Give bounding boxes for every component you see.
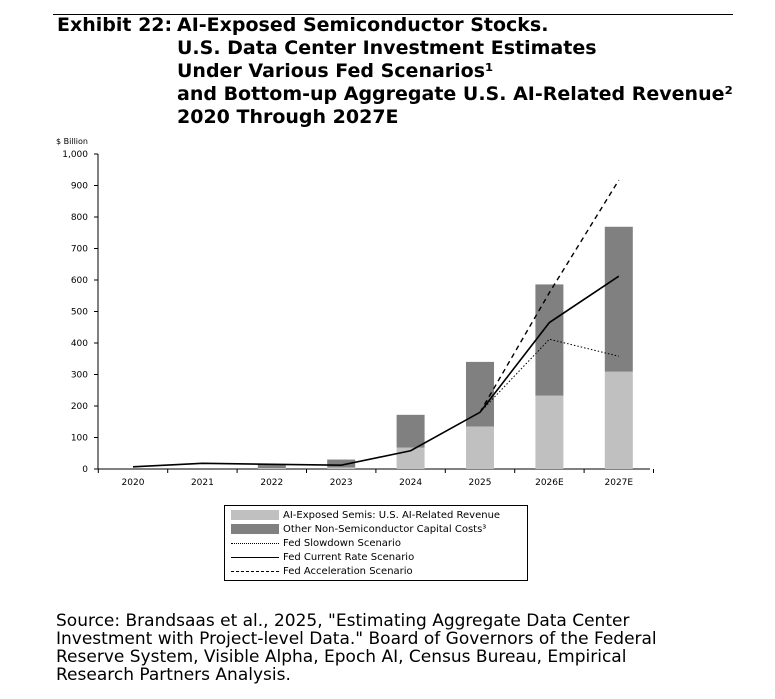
x-tick-label: 2025 [468, 478, 492, 488]
legend-label-ai-revenue: AI-Exposed Semis: U.S. AI-Related Revenue [283, 509, 501, 521]
legend-line-solid [231, 557, 279, 558]
y-tick-label: 700 [70, 244, 88, 255]
y-tick-label: 900 [70, 181, 88, 192]
x-tick-label: 2020 [121, 478, 145, 488]
source-note [56, 612, 756, 684]
y-tick-label: 0 [82, 465, 88, 475]
x-tick-label: 2024 [399, 478, 423, 488]
title-line-2: U.S. Data Center Investment Estimates [177, 37, 597, 59]
title-line-5: 2020 Through 2027E [177, 106, 399, 128]
bar-other-capex [397, 415, 425, 448]
y-axis-label: $ Billion [56, 137, 88, 146]
y-tick-label: 1,000 [62, 150, 88, 160]
legend-label-slowdown: Fed Slowdown Scenario [283, 537, 401, 549]
bar-ai-revenue [258, 468, 286, 469]
legend-swatch-dark [231, 524, 279, 534]
x-tick-label: 2023 [329, 478, 353, 488]
x-tick-label: 2021 [190, 478, 214, 488]
bar-ai-revenue [327, 467, 355, 469]
bar-other-capex [535, 284, 563, 395]
bar-other-capex [605, 227, 633, 372]
legend-label-other-capex: Other Non-Semiconductor Capital Costs³ [283, 523, 487, 535]
exhibit-label: Exhibit 22: [57, 14, 173, 36]
bar-ai-revenue [605, 372, 633, 469]
title-line-4: and Bottom-up Aggregate U.S. AI-Related Revenue² [177, 83, 733, 105]
y-tick-label: 800 [70, 213, 88, 223]
x-tick-label: 2027E [604, 478, 634, 488]
title-line-3: Under Various Fed Scenarios¹ [177, 60, 494, 82]
legend-item-ai-revenue [231, 508, 500, 522]
y-tick-label: 600 [70, 276, 88, 286]
y-tick-label: 400 [70, 339, 88, 349]
legend-item-slowdown [231, 536, 401, 550]
y-tick-label: 200 [70, 402, 88, 412]
x-tick-label: 2026E [535, 478, 564, 488]
chart-legend [224, 505, 528, 581]
source-line-3: Reserve System, Visible Alpha, Epoch AI, Census Bureau, Empirical [56, 647, 627, 667]
legend-line-dashed [231, 571, 279, 572]
title-text-1: AI-Exposed Semiconductor Stocks. [177, 14, 549, 36]
source-line-2: Investment with Project-level Data." Board of Governors of the Federal [56, 629, 657, 649]
bar-ai-revenue [535, 396, 563, 469]
legend-item-current [231, 550, 414, 564]
legend-item-other-capex [231, 522, 486, 536]
legend-label-acceleration: Fed Acceleration Scenario [283, 565, 413, 577]
y-tick-label: 100 [70, 433, 88, 444]
bar-ai-revenue [466, 426, 494, 469]
legend-line-dotted [231, 543, 279, 544]
x-tick-label: 2022 [260, 478, 284, 488]
legend-label-current: Fed Current Rate Scenario [283, 551, 415, 563]
source-line-4: Research Partners Analysis. [56, 665, 291, 685]
legend-item-acceleration [231, 564, 413, 578]
y-tick-label: 300 [70, 370, 88, 381]
y-tick-label: 500 [70, 307, 88, 318]
source-line-1: Source: Brandsaas et al., 2025, "Estimating Aggregate Data Center [56, 611, 630, 631]
legend-swatch-light [231, 510, 279, 520]
